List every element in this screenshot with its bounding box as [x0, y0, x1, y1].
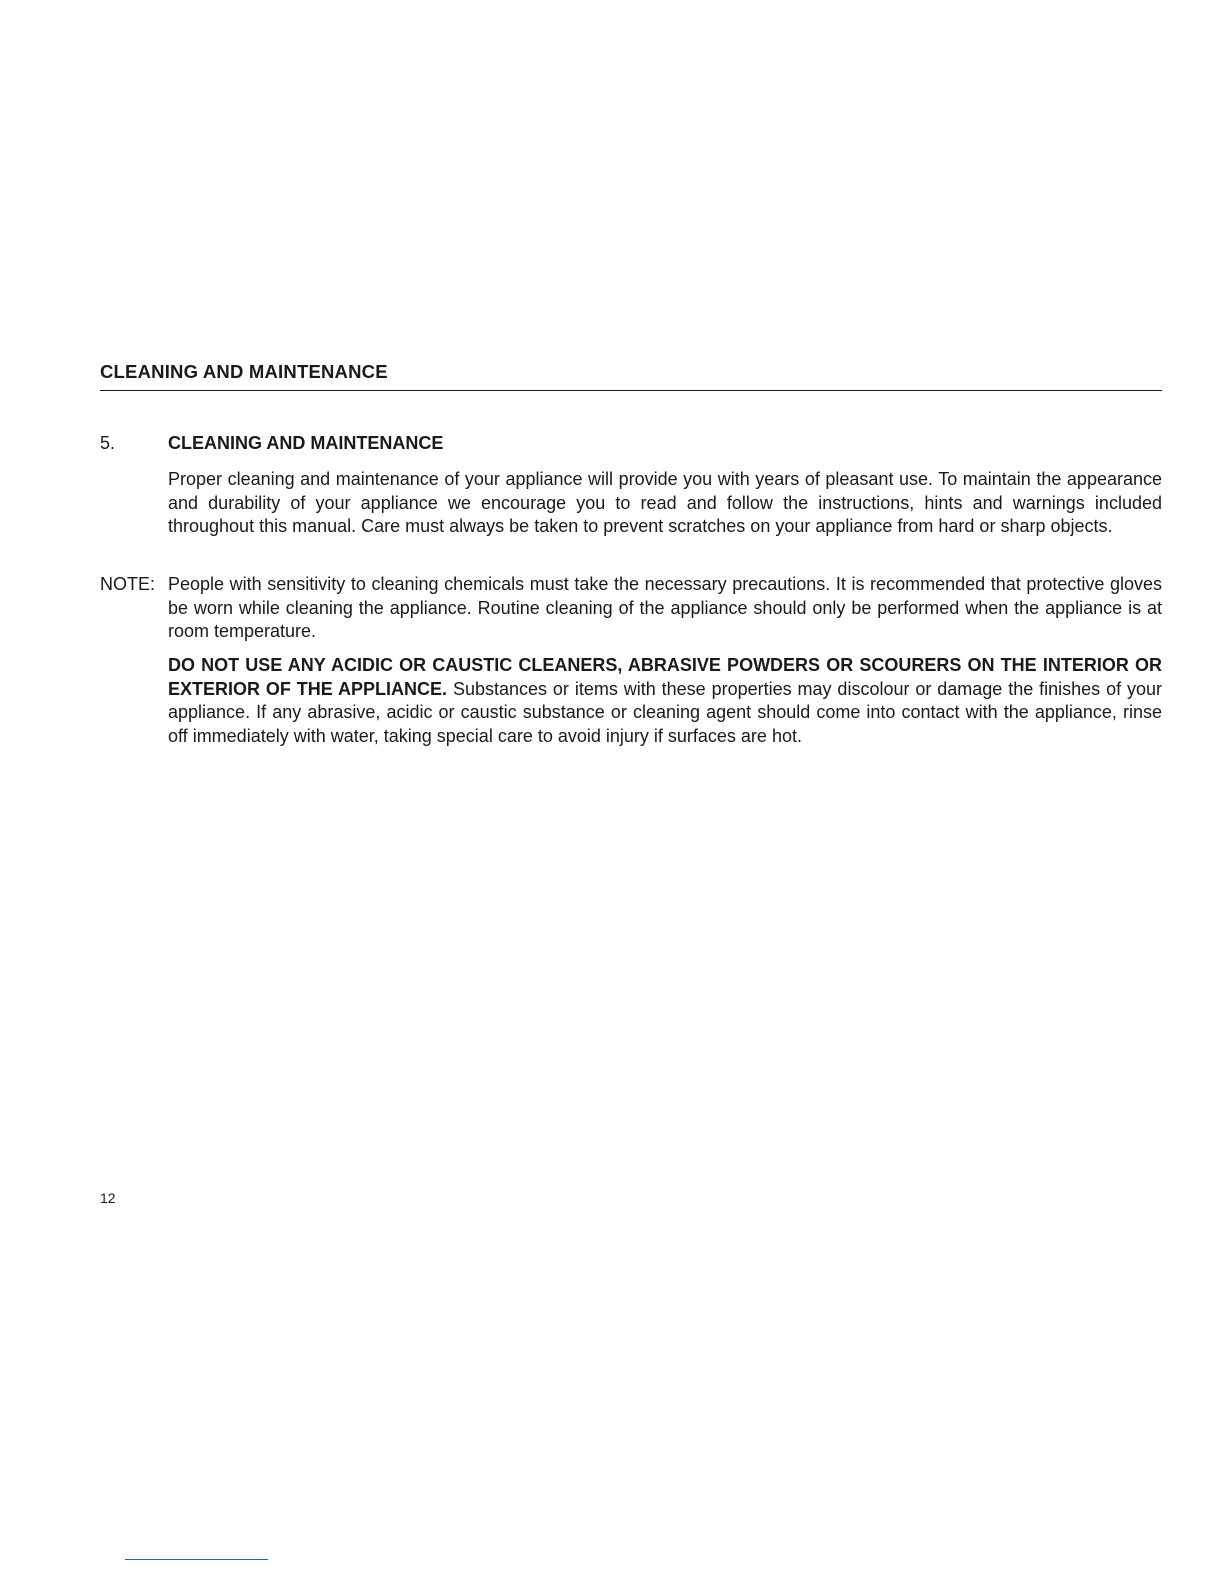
warning-bold-text: DO NOT USE ANY ACIDIC OR CAUSTIC CLEANERS, ABRASIVE POWDERS OR SCOURERS ON THE INTERIOR OR EXTERIOR OF THE APPLIANCE. — [168, 655, 1162, 699]
intro-paragraph: Proper cleaning and maintenance of your appliance will provide you with years of pleasant use. To maintain the appearance and durability of your appliance we encourage you to read and follow the instructions, hints and warnings included throughout this manual. Care must always be taken to prevent scratches on your appliance from hard or sharp objects. — [168, 469, 1162, 536]
header-divider — [100, 390, 1162, 391]
warning-paragraph — [168, 654, 1162, 748]
section-number: 5. — [100, 433, 116, 453]
footer-divider — [125, 1559, 268, 1560]
note-label: NOTE: — [100, 574, 156, 594]
section-title: CLEANING AND MAINTENANCE — [168, 433, 444, 453]
note-paragraph: People with sensitivity to cleaning chemicals must take the necessary precautions. It is recommended that protective gloves be worn while cleaning the appliance. Routine cleaning of the appliance should only be performed when the appliance is at room temperature. — [168, 574, 1162, 641]
section-header: CLEANING AND MAINTENANCE — [100, 361, 388, 382]
page-number: 12 — [100, 1190, 116, 1206]
warning-body-text: Substances or items with these properties may discolour or damage the finishes of your appliance. If any abrasive, acidic or caustic substance or cleaning agent should come into contact with the appliance, rinse off immediately with water, taking special care to avoid injury if surfaces are hot. — [168, 678, 1163, 746]
